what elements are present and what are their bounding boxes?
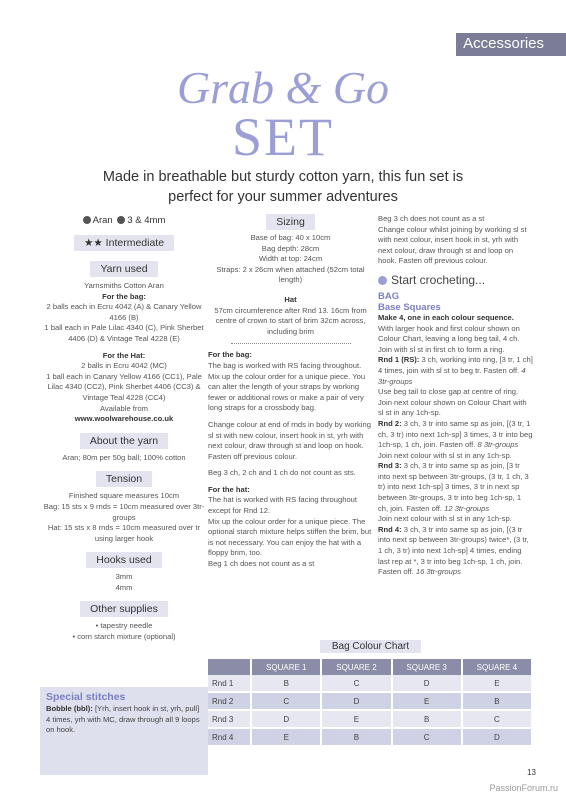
for-bag-heading: For the bag: <box>102 291 146 301</box>
bag-colour-chart <box>208 640 533 747</box>
title-line-1: Grab & Go <box>176 62 390 113</box>
round-4-count: 16 3tr-groups <box>413 567 461 577</box>
table-cell: E <box>321 710 391 728</box>
intro-instruction: With larger hook and first colour shown on Colour Chart, leaving a long beg tail, 4 ch. Join with sl st in first ch to form a ring. <box>378 323 520 354</box>
round-2-label: Rnd 2: <box>378 418 402 428</box>
table-cell: Rnd 2 <box>208 692 251 710</box>
yarn-weight-row <box>40 214 208 227</box>
yarn-brand: Yarnsmiths Cotton Aran <box>84 281 164 290</box>
round-4-text: 3 ch, 3 tr into same sp as join, [(3 tr into next sp between 3tr-groups) twice*, (3 tr, 1 ch, 3 tr) into next 1ch-sp] 4 times, ending last rep at *, 3 tr into beg 1ch-sp, 1 ch, join. Fasten off. <box>378 524 529 577</box>
table-header: SQUARE 4 <box>462 659 532 675</box>
bag-note-1: The bag is worked with RS facing throughout. <box>208 360 362 370</box>
table-cell: C <box>462 710 532 728</box>
standfirst: Made in breathable but sturdy cotton yarn, this fun set is perfect for your summer adventures <box>102 169 464 205</box>
title-line-2: SET <box>231 107 334 167</box>
bag-notes-heading: For the bag: <box>208 350 252 360</box>
sizing-block <box>208 233 373 344</box>
start-crocheting-heading <box>378 272 533 288</box>
page-number: 13 <box>527 768 536 777</box>
hat-note-1: The hat is worked with RS facing throughout except for Rnd 12. <box>208 495 358 516</box>
yarn-ball-icon <box>83 216 91 224</box>
round-1 <box>378 355 533 387</box>
table-cell: D <box>321 692 391 710</box>
divider <box>231 343 351 344</box>
table-header: SQUARE 3 <box>392 659 462 675</box>
size-4: Straps: 2 x 26cm when attached (52cm total length) <box>216 264 365 285</box>
section-tab: Accessories <box>456 33 566 56</box>
hat-note-3: Beg 1 ch does not count as a st <box>208 559 315 569</box>
table-cell: C <box>392 728 462 746</box>
round-3-label: Rnd 3: <box>378 461 402 471</box>
tension-heading: Tension <box>96 471 152 487</box>
hook-1: 3mm <box>115 572 133 582</box>
bag-yarn-1: 2 balls each in Ecru 4042 (A) & Canary Yellow 4166 (B) <box>46 302 202 322</box>
table-cell: Rnd 4 <box>208 728 251 746</box>
instruction-5: Join next colour with sl st in any 1ch-sp. <box>378 514 512 524</box>
table-cell: B <box>462 692 532 710</box>
yarn-weight: Aran <box>92 215 113 226</box>
start-crocheting-text: Start crocheting... <box>391 272 486 287</box>
instruction-3: Use beg tail to close gap at centre of ring. Join next colour shown on Colour Chart with sl st in any 1ch-sp. <box>378 387 527 418</box>
table-cell: B <box>251 675 321 692</box>
round-2 <box>378 419 533 451</box>
round-2-count: 8 3tr-groups <box>475 440 519 450</box>
other-supply-1: • tapestry needle <box>95 621 153 631</box>
colour-table <box>208 659 533 747</box>
bag-heading: BAG <box>378 290 400 302</box>
tension-1: Finished square measures 10cm <box>68 491 180 501</box>
round-2-text: 3 ch, 3 tr into same sp as join, [(3 tr, 1 ch, 3 tr) into next 1ch-sp] 3 times, 3 tr into beg 1ch-sp, 1 ch, join. Fasten off. <box>378 418 533 450</box>
bag-note-2: Mix up the colour order for a unique piece. You can alter the length of your straps by working fewer or additional rows or make a pair of very long straps for a crossbody bag. <box>208 371 366 413</box>
hook-icon <box>117 216 125 224</box>
tension-3: Hat: 15 sts x 8 rnds = 10cm measured over tr using larger hook <box>47 523 201 543</box>
special-stitches-box <box>40 687 208 775</box>
hat-yarn-2: 1 ball each in Canary Yellow 4166 (CC1), Pale Lilac 4340 (CC2), Pink Sherbet 4406 (CC3) & Vintage Teal 4228 (CC4) <box>46 371 202 402</box>
table-cell: B <box>321 728 391 746</box>
table-cell: E <box>251 728 321 746</box>
col3-note-1: Beg 3 ch does not count as a st <box>378 214 485 223</box>
table-row <box>208 692 532 710</box>
ball-bullet-icon <box>378 276 387 285</box>
about-yarn-heading: About the yarn <box>80 433 168 449</box>
available-from: Available from <box>100 403 148 413</box>
hat-size-heading: Hat <box>284 294 297 304</box>
table-cell: E <box>392 692 462 710</box>
round-1-label: Rnd 1 (RS): <box>378 355 420 365</box>
size-3: Width at top: 24cm <box>258 254 323 264</box>
bobble-term: Bobble (bbl): <box>46 704 93 713</box>
make-instruction: Make 4, one in each colour sequence. <box>378 312 514 322</box>
chart-title: Bag Colour Chart <box>320 640 421 653</box>
special-stitch-bobble <box>46 704 202 736</box>
bag-note-4: Beg 3 ch, 2 ch and 1 ch do not count as sts. <box>208 468 356 478</box>
size-2: Bag depth: 28cm <box>261 243 320 253</box>
table-header <box>208 659 251 675</box>
yarn-used-heading: Yarn used <box>90 261 157 277</box>
column-2 <box>208 214 373 570</box>
bag-note-3: Change colour at end of rnds in body by working sl st with new colour, insert hook in st, yrh with next colour, draw through st and loop on hook. Fasten off previous colour. <box>208 419 371 461</box>
level-badge: ★★ Intermediate <box>74 235 174 251</box>
table-header: SQUARE 2 <box>321 659 391 675</box>
col3-note-2: Change colour whilst joining by working sl st with next colour, insert hook in st, yrh with next colour, draw through st and loop on hook. Fasten off previous colour. <box>378 224 527 266</box>
round-3 <box>378 461 533 514</box>
round-1-text: 3 ch, working into ring, [3 tr, 1 ch] 4 times, join with sl st to beg tr. Fasten off. <box>378 355 533 375</box>
other-supplies-heading: Other supplies <box>80 601 168 617</box>
size-1: Base of bag: 40 x 10cm <box>250 233 331 242</box>
website-link[interactable]: www.woolwarehouse.co.uk <box>74 414 174 424</box>
table-cell: C <box>251 692 321 710</box>
round-3-text: 3 ch, 3 tr into same sp as join, [3 tr into next sp between 3tr-groups, (3 tr, 1 ch, 3 tr) into next 1ch-sp] 3 times, 3 tr in next sp between 3tr-groups, 3 tr into beg 1ch-sp, 1 ch, join. Fasten off. <box>378 461 529 513</box>
table-row <box>208 728 532 746</box>
other-supply-2: • corn starch mixture (optional) <box>72 632 176 642</box>
table-cell: Rnd 3 <box>208 710 251 728</box>
round-4 <box>378 525 533 578</box>
column-3 <box>378 214 533 578</box>
bag-yarn-2: 1 ball each in Pale Lilac 4340 (C), Pink Sherbet 4406 (D) & Vintage Teal 4228 (E) <box>44 323 204 343</box>
table-cell: Rnd 1 <box>208 675 251 692</box>
footer-watermark: PassionForum.ru <box>489 783 558 793</box>
instruction-4: Join next colour with sl st in any 1ch-sp. <box>378 450 512 460</box>
special-stitches-heading: Special stitches <box>46 691 126 703</box>
column-1 <box>40 214 208 643</box>
hat-size-1: 57cm circumference after Rnd 13. 16cm from centre of crown to start of brim 32cm across, including brim <box>214 305 367 336</box>
hook-sizes: 3 & 4mm <box>127 215 166 226</box>
table-cell: D <box>251 710 321 728</box>
table-header: SQUARE 1 <box>251 659 321 675</box>
table-cell: C <box>321 675 391 692</box>
for-hat-heading: For the Hat: <box>102 350 146 360</box>
table-header-row <box>208 659 532 675</box>
table-row <box>208 675 532 692</box>
hat-note-2: Mix up the colour order for a unique piece. The optional starch mixture helps stiffen the brim, but is not necessary. You can enjoy the hat with a floppy brim, too. <box>208 516 372 558</box>
round-4-label: Rnd 4: <box>378 524 402 534</box>
table-cell: B <box>392 710 462 728</box>
hooks-heading: Hooks used <box>86 552 161 568</box>
table-cell: D <box>462 728 532 746</box>
hook-2: 4mm <box>115 582 133 592</box>
table-cell: D <box>392 675 462 692</box>
tension-2: Bag: 15 sts x 9 rnds = 10cm measured over 3tr-groups <box>43 501 205 522</box>
round-3-count: 12 3tr-groups <box>442 503 490 513</box>
about-yarn-text: Aran; 80m per 50g ball; 100% cotton <box>62 452 186 462</box>
round-1-count: 4 3tr-groups <box>378 365 526 386</box>
table-row <box>208 710 532 728</box>
base-squares-heading: Base Squares <box>378 301 441 313</box>
hat-yarn-1: 2 balls in Ecru 4042 (MC) <box>81 361 167 371</box>
sizing-heading: Sizing <box>266 214 315 230</box>
table-cell: E <box>462 675 532 692</box>
bobble-text: [Yrh, insert hook in st, yrh, pull] 4 times, yrh with MC, draw through all 9 loops on hook. <box>46 704 200 734</box>
hat-notes-heading: For the hat: <box>208 484 250 494</box>
